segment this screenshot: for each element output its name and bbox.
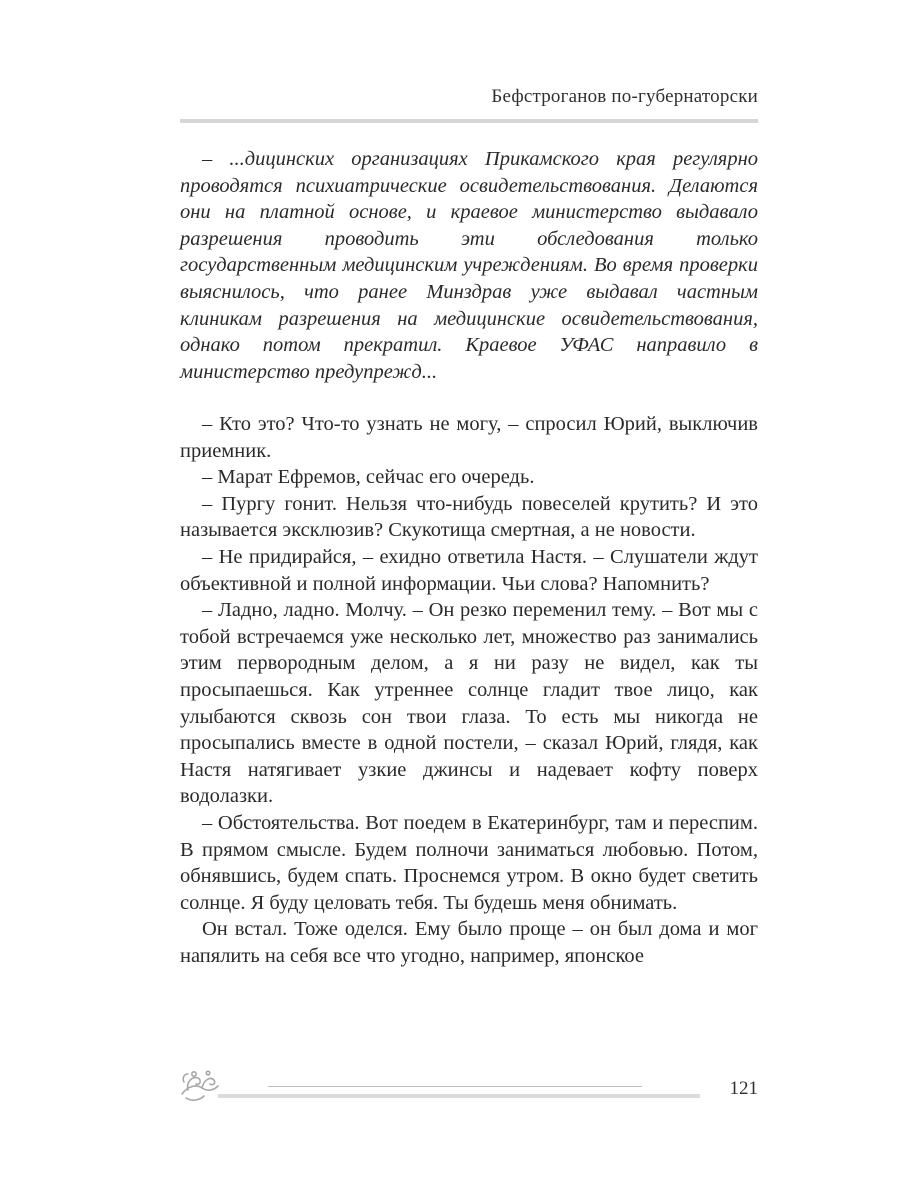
page-number: 121 bbox=[729, 1078, 758, 1099]
main-text bbox=[180, 411, 758, 969]
paragraph-3: – Пургу гонит. Нельзя что-нибудь повеселей крутить? И это называется эксклюзив? Скукотища смертная, а не новости. bbox=[180, 492, 758, 542]
header-divider bbox=[180, 119, 758, 123]
paragraph-1: – Кто это? Что-то узнать не могу, – спросил Юрий, выключив приемник. bbox=[180, 413, 758, 462]
floral-ornament-icon bbox=[178, 1064, 222, 1104]
paragraph-7: Он встал. Тоже оделся. Ему было проще – он был дома и мог напялить на себя все что угодно, например, японское bbox=[180, 918, 758, 967]
footer-thick-rule bbox=[218, 1094, 700, 1098]
running-head-title: Бефстроганов по-губернаторски bbox=[491, 86, 758, 107]
paragraph-6: – Обстоятельства. Вот поедем в Екатеринбург, там и переспим. В прямом смысле. Будем полночи заниматься любовью. Потом, обнявшись, будем спать. Проснемся утром. В окно будет светить солнце. Я буду целовать тебя. Ты будешь меня обнимать. bbox=[180, 811, 758, 914]
quoted-broadcast-text bbox=[180, 146, 758, 385]
paragraph-2: – Марат Ефремов, сейчас его очередь. bbox=[202, 466, 535, 489]
footer-thin-rule bbox=[268, 1086, 642, 1087]
paragraph-5: – Ладно, ладно. Молчу. – Он резко переменил тему. – Вот мы с тобой встречаемся уже несколько лет, множество раз занимались этим первородным делом, а я ни разу не видел, как ты просыпаешься. Как утреннее солнце гладит твое лицо, как улыбаются сквозь сон твои глаза. То есть мы никогда не просыпались вместе в одной постели, – сказал Юрий, глядя, как Настя натягивает узкие джинсы и надевает кофту поверх водолазки. bbox=[180, 599, 758, 808]
quote-paragraph: – ...дицинских организациях Прикамского края регулярно проводятся психиатрические освидетельствования. Делаются они на платной основе, и краевое министерство выдавало разрешения проводить эти обследования только государственным медицинским учреждениям. Во время проверки выяснилось, что ранее Минздрав уже выдавал частным клиникам разрешения на медицинские освидетельствования, однако потом прекратил. Краевое УФАС направило в министерство предупрежд... bbox=[180, 148, 758, 383]
paragraph-4: – Не придирайся, – ехидно ответила Настя. – Слушатели ждут объективной и полной информации. Чьи слова? Напомнить? bbox=[180, 545, 758, 595]
